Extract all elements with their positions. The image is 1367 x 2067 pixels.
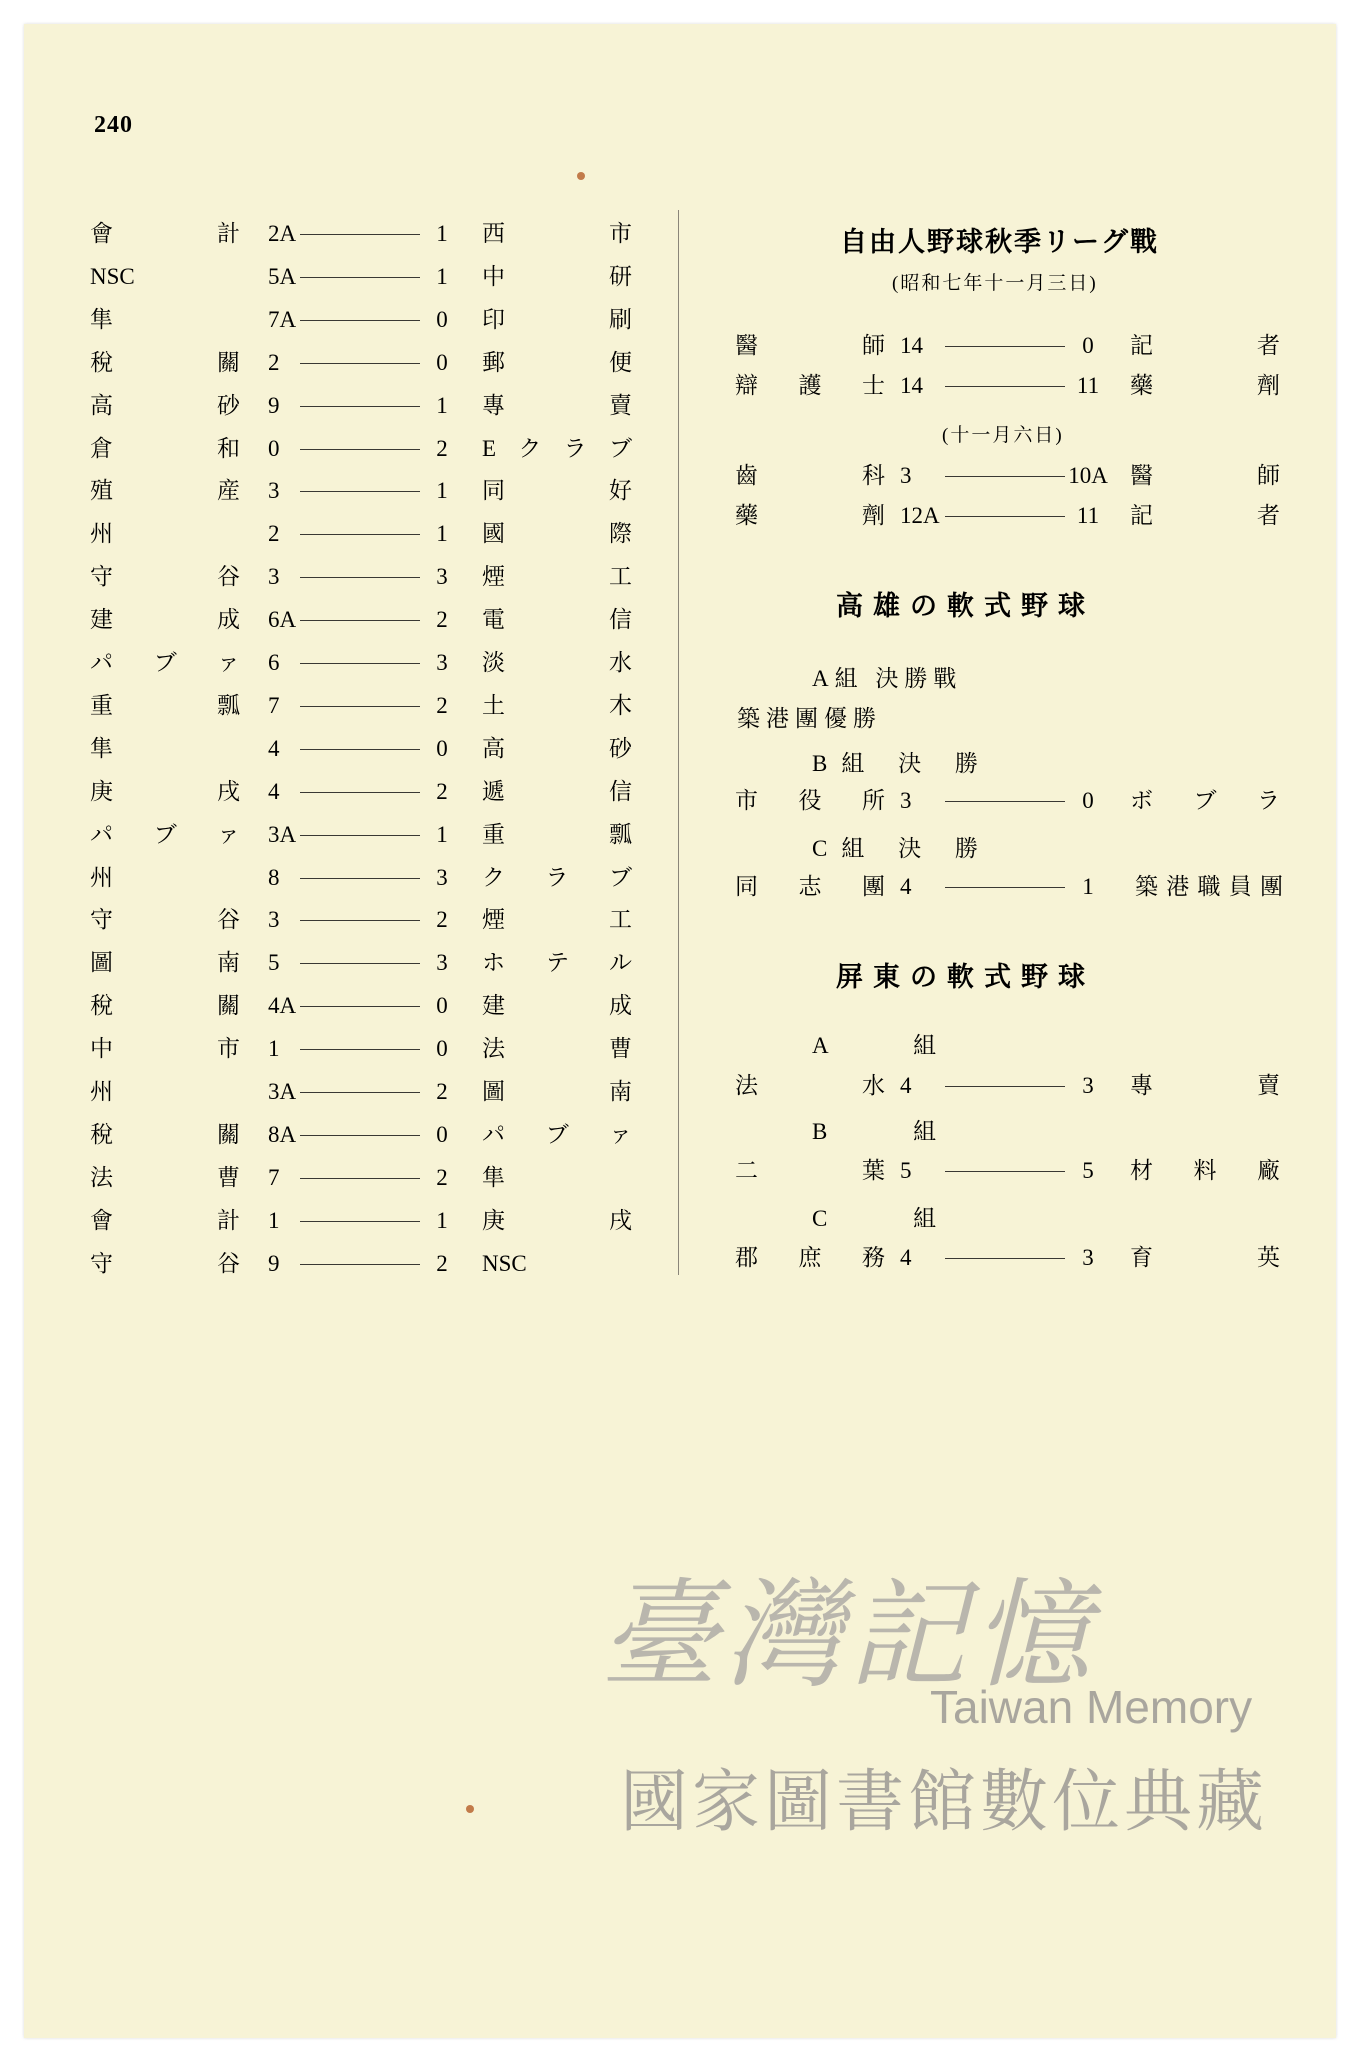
score-1: 5 bbox=[900, 1158, 912, 1183]
team-1: 重瓢 bbox=[90, 692, 240, 718]
score-1: 8A bbox=[268, 1121, 297, 1147]
score-line bbox=[945, 1171, 1065, 1172]
team-1: 州 bbox=[90, 864, 113, 890]
score-line bbox=[300, 706, 420, 707]
score-1: 4 bbox=[900, 1073, 912, 1098]
team-2: Eクラブ bbox=[482, 435, 632, 461]
score-1: 4A bbox=[268, 993, 297, 1019]
score-1: 3 bbox=[268, 564, 280, 590]
score-2: 1 bbox=[436, 263, 448, 289]
team-2: NSC bbox=[482, 1250, 527, 1276]
score-2: 11 bbox=[1076, 373, 1100, 398]
team-1: 同志團 bbox=[735, 874, 885, 899]
team-1: 稅關 bbox=[90, 1121, 240, 1147]
score-line bbox=[945, 1258, 1065, 1259]
takao-b-game bbox=[0, 781, 1367, 821]
result-row bbox=[0, 257, 670, 297]
league-date-2: (十一月六日) bbox=[942, 425, 1064, 446]
team-1: 建成 bbox=[90, 607, 240, 633]
score-1: 4 bbox=[268, 778, 280, 804]
score-line bbox=[300, 577, 420, 578]
team-2: 隼 bbox=[482, 1164, 505, 1190]
score-line bbox=[945, 386, 1065, 387]
team-2: 專賣 bbox=[1130, 1073, 1280, 1098]
team-2: 淡水 bbox=[482, 650, 632, 675]
team-2: 煙工 bbox=[482, 907, 632, 933]
team-2: 記者 bbox=[1130, 503, 1280, 528]
score-1: 1 bbox=[268, 1036, 280, 1062]
team-2: 煙工 bbox=[482, 564, 632, 590]
score-line bbox=[945, 887, 1065, 888]
score-2: 2 bbox=[436, 907, 448, 933]
score-line bbox=[300, 1135, 420, 1136]
team-2: 郵便 bbox=[482, 349, 632, 375]
score-2: 0 bbox=[436, 735, 448, 761]
score-2: 1 bbox=[436, 221, 448, 246]
score-line bbox=[300, 1006, 420, 1007]
team-1: 稅關 bbox=[90, 993, 240, 1019]
team-1: 會計 bbox=[90, 221, 240, 246]
score-1: 3A bbox=[268, 821, 297, 847]
team-2: 記者 bbox=[1130, 333, 1280, 358]
heito-a-game bbox=[0, 1066, 1367, 1106]
result-row bbox=[0, 1029, 670, 1069]
score-2: 0 bbox=[1082, 788, 1094, 813]
team-1: 倉和 bbox=[90, 435, 240, 461]
score-2: 1 bbox=[436, 478, 448, 504]
score-2: 2 bbox=[436, 1164, 448, 1190]
takao-c-game bbox=[0, 867, 1367, 907]
team-1: 高砂 bbox=[90, 392, 240, 418]
team-2: 高砂 bbox=[482, 735, 632, 761]
score-2: 3 bbox=[1082, 1073, 1094, 1098]
takao-c-label: C組 決 勝 bbox=[812, 836, 992, 861]
watermark-chinese: 國家圖書館數位典藏 bbox=[620, 1763, 1269, 1842]
watermark-english: Taiwan Memory bbox=[930, 1681, 1253, 1733]
result-row bbox=[0, 643, 670, 683]
team-1: 法曹 bbox=[90, 1164, 240, 1190]
score-1: 12A bbox=[900, 503, 940, 528]
score-line bbox=[945, 476, 1065, 477]
team-1: 庚戌 bbox=[90, 778, 240, 804]
league-title: 自由人野球秋季リーグ戰 bbox=[840, 227, 1159, 257]
league-game-row bbox=[0, 366, 1367, 406]
score-2: 2 bbox=[436, 435, 448, 461]
score-2: 1 bbox=[436, 521, 448, 547]
result-row bbox=[0, 214, 670, 254]
score-line bbox=[300, 1049, 420, 1050]
score-2: 5 bbox=[1082, 1158, 1094, 1183]
score-line bbox=[300, 320, 420, 321]
team-2: 材料廠 bbox=[1130, 1158, 1280, 1183]
score-line bbox=[945, 801, 1065, 802]
team-2: 醫師 bbox=[1130, 463, 1280, 488]
heito-c-game bbox=[0, 1238, 1367, 1278]
score-2: 0 bbox=[1082, 333, 1094, 358]
score-2: 2 bbox=[436, 692, 448, 718]
score-line bbox=[300, 277, 420, 278]
score-line bbox=[300, 835, 420, 836]
team-2: 電信 bbox=[482, 607, 632, 633]
score-line bbox=[300, 620, 420, 621]
team-1: 會計 bbox=[90, 1207, 240, 1233]
score-line bbox=[945, 1086, 1065, 1087]
result-row bbox=[0, 686, 670, 726]
league-game-row bbox=[0, 496, 1367, 536]
team-2: ボブラ bbox=[1130, 788, 1280, 813]
score-line bbox=[300, 449, 420, 450]
score-1: 1 bbox=[268, 1207, 280, 1233]
score-1: 3 bbox=[900, 463, 912, 488]
score-1: 7 bbox=[268, 1164, 280, 1190]
score-1: 9 bbox=[268, 1250, 280, 1276]
takao-title: 高雄の軟式野球 bbox=[836, 591, 1095, 621]
score-1: 6A bbox=[268, 607, 297, 633]
team-2: 藥劑 bbox=[1130, 373, 1280, 398]
score-2: 1 bbox=[1082, 874, 1094, 899]
score-line bbox=[300, 920, 420, 921]
heito-a-label: A 組 bbox=[812, 1033, 977, 1058]
team-1: 隼 bbox=[90, 735, 113, 761]
team-1: 殖産 bbox=[90, 478, 240, 504]
team-2: パブァ bbox=[482, 1121, 632, 1147]
team-1: 中市 bbox=[90, 1036, 240, 1062]
result-row bbox=[0, 986, 670, 1026]
score-1: 3 bbox=[268, 478, 280, 504]
team-2: 土木 bbox=[482, 692, 632, 718]
team-2: 遞信 bbox=[482, 778, 632, 804]
score-line bbox=[300, 234, 420, 235]
score-1: 7A bbox=[268, 306, 297, 332]
watermark-logo: 臺灣記憶 bbox=[600, 1566, 1097, 1704]
score-line bbox=[300, 1221, 420, 1222]
team-2: 西市 bbox=[482, 221, 632, 246]
score-1: 2 bbox=[268, 349, 280, 375]
team-2: 重瓢 bbox=[482, 821, 632, 847]
heito-b-game bbox=[0, 1151, 1367, 1191]
team-1: 郡庶務 bbox=[735, 1245, 885, 1270]
team-2: 國際 bbox=[482, 521, 632, 547]
team-2: 法曹 bbox=[482, 1036, 632, 1062]
taiwan-memory-watermark bbox=[600, 1540, 1300, 1880]
result-row bbox=[0, 557, 670, 597]
score-1: 7 bbox=[268, 692, 280, 718]
team-1: 守谷 bbox=[90, 907, 240, 933]
team-1: 州 bbox=[90, 1079, 113, 1104]
league-game-row bbox=[0, 326, 1367, 366]
score-1: 3A bbox=[268, 1079, 297, 1104]
score-line bbox=[945, 516, 1065, 517]
score-2: 0 bbox=[436, 993, 448, 1019]
score-2: 2 bbox=[436, 1250, 448, 1276]
score-2: 3 bbox=[436, 864, 448, 890]
team-1: 法水 bbox=[735, 1073, 885, 1098]
score-1: 3 bbox=[268, 907, 280, 933]
team-2: 庚戌 bbox=[482, 1207, 632, 1233]
score-2: 3 bbox=[436, 650, 448, 675]
team-1: パブァ bbox=[90, 821, 240, 847]
paper-spot bbox=[466, 1805, 474, 1813]
team-2: ホテル bbox=[482, 950, 632, 976]
result-row bbox=[0, 729, 670, 769]
score-2: 10A bbox=[1068, 463, 1108, 488]
score-2: 2 bbox=[436, 607, 448, 633]
score-1: 14 bbox=[900, 373, 923, 398]
score-2: 0 bbox=[436, 349, 448, 375]
score-1: 5 bbox=[268, 950, 280, 976]
score-line bbox=[300, 663, 420, 664]
score-1: 4 bbox=[900, 874, 912, 899]
heito-b-label: B 組 bbox=[812, 1119, 977, 1144]
score-2: 1 bbox=[436, 1207, 448, 1233]
team-1: 稅關 bbox=[90, 349, 240, 375]
score-line bbox=[300, 749, 420, 750]
score-2: 0 bbox=[436, 306, 448, 332]
result-row bbox=[0, 943, 670, 983]
score-1: 6 bbox=[268, 650, 280, 675]
takao-a-label: A組 決勝戰 bbox=[812, 666, 963, 691]
team-1: 守谷 bbox=[90, 564, 240, 590]
league-date-1: (昭和七年十一月三日) bbox=[892, 273, 1098, 294]
score-1: 9 bbox=[268, 392, 280, 418]
score-line bbox=[300, 963, 420, 964]
score-2: 3 bbox=[1082, 1245, 1094, 1270]
team-2: 中研 bbox=[482, 263, 632, 289]
team-1: 州 bbox=[90, 521, 113, 547]
team-1: 守谷 bbox=[90, 1250, 240, 1276]
team-1: 辯護士 bbox=[735, 373, 885, 398]
team-1: 齒科 bbox=[735, 463, 885, 488]
team-1: NSC bbox=[90, 263, 135, 289]
team-1: 醫師 bbox=[735, 333, 885, 358]
team-2: 圖南 bbox=[482, 1079, 632, 1104]
team-2: 建成 bbox=[482, 993, 632, 1019]
result-row bbox=[0, 1115, 670, 1155]
score-2: 2 bbox=[436, 1079, 448, 1104]
heito-title: 屏東の軟式野球 bbox=[836, 962, 1095, 992]
result-row bbox=[0, 600, 670, 640]
team-2: 印刷 bbox=[482, 306, 632, 332]
team-1: 隼 bbox=[90, 306, 113, 332]
score-1: 4 bbox=[900, 1245, 912, 1270]
takao-a-result: 築港團優勝 bbox=[737, 706, 882, 731]
score-1: 5A bbox=[268, 263, 297, 289]
score-1: 8 bbox=[268, 864, 280, 890]
team-2: クラブ bbox=[482, 864, 632, 890]
score-1: 0 bbox=[268, 435, 280, 461]
score-2: 2 bbox=[436, 778, 448, 804]
score-2: 1 bbox=[436, 392, 448, 418]
score-2: 0 bbox=[436, 1036, 448, 1062]
team-2: 築港職員團 bbox=[1135, 874, 1285, 899]
team-1: パブァ bbox=[90, 650, 240, 675]
team-2: 育英 bbox=[1130, 1245, 1280, 1270]
score-2: 3 bbox=[436, 950, 448, 976]
score-2: 0 bbox=[436, 1121, 448, 1147]
score-1: 4 bbox=[268, 735, 280, 761]
score-line bbox=[945, 346, 1065, 347]
score-2: 3 bbox=[436, 564, 448, 590]
score-1: 14 bbox=[900, 333, 923, 358]
score-2: 1 bbox=[436, 821, 448, 847]
page-number: 240 bbox=[94, 112, 133, 138]
score-2: 11 bbox=[1076, 503, 1100, 528]
team-1: 市役所 bbox=[735, 788, 885, 813]
score-1: 2 bbox=[268, 521, 280, 547]
team-1: 二葉 bbox=[735, 1158, 885, 1183]
score-1: 2A bbox=[268, 221, 297, 246]
league-game-row bbox=[0, 456, 1367, 496]
takao-b-label: B組 決 勝 bbox=[812, 751, 992, 776]
team-2: 同好 bbox=[482, 478, 632, 504]
score-1: 3 bbox=[900, 788, 912, 813]
result-row bbox=[0, 1201, 670, 1241]
heito-c-label: C 組 bbox=[812, 1206, 977, 1231]
team-2: 專賣 bbox=[482, 392, 632, 418]
team-1: 圖南 bbox=[90, 950, 240, 976]
team-1: 藥劑 bbox=[735, 503, 885, 528]
